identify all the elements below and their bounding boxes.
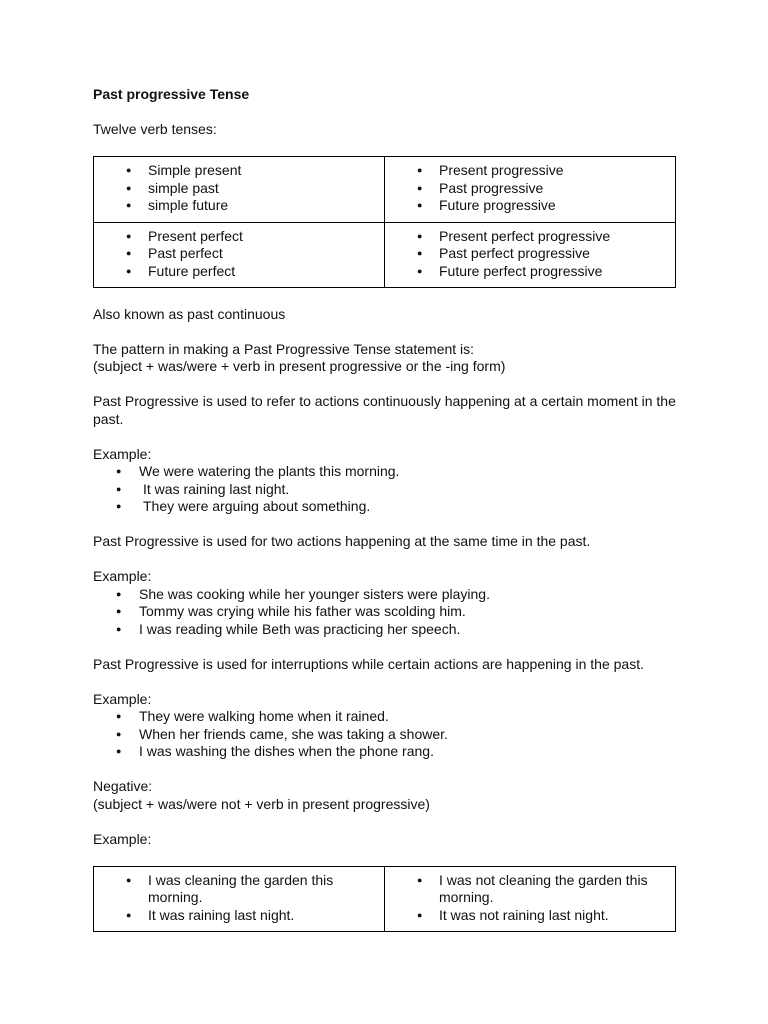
page-title: Past progressive Tense [93,86,250,102]
table-row [94,866,676,932]
list-item: ● Present progressive [439,162,671,180]
list-item: ● Past perfect [148,245,380,263]
list-item: ● It was raining last night. [139,481,683,499]
list-item: ● Future perfect progressive [439,263,671,281]
table-cell [385,157,676,223]
list-item: ● Present perfect progressive [439,228,671,246]
list-item: ● It was not raining last night. [439,907,671,925]
table-cell [385,866,676,932]
list-item: ● Tommy was crying while his father was scolding him. [139,603,683,621]
table-row [94,157,676,223]
list-item: ● She was cooking while her younger sisters were playing. [139,586,683,604]
list-item: ● We were watering the plants this morning. [139,463,683,481]
example-label: Example: [93,690,152,707]
negative-example-table [93,866,676,933]
list-item: ● I was washing the dishes when the phone rang. [139,743,683,761]
usage-paragraph: Past Progressive is used for interruptions while certain actions are happening in the past. [93,655,644,672]
tense-table [93,156,676,288]
list-item: ● It was raining last night. [148,907,380,925]
list-item: ● Past perfect progressive [439,245,671,263]
aka-text: Also known as past continuous [93,305,286,322]
list-item: ● They were arguing about something. [139,498,683,516]
negative-formula: (subject + was/were not + verb in present progressive) [93,795,430,812]
example-label: Example: [93,830,152,847]
list-item: ● Simple present [148,162,380,180]
usage-paragraph: Past Progressive is used to refer to actions continuously happening at a certain moment in the past. [93,393,676,427]
list-item: ● I was reading while Beth was practicing her speech. [139,621,683,639]
usage-paragraph: Past Progressive is used for two actions happening at the same time in the past. [93,533,591,549]
list-item: ● I was cleaning the garden this morning. [148,872,380,907]
intro-text: Twelve verb tenses: [93,121,217,137]
list-item: ● They were walking home when it rained. [139,708,683,726]
list-item: ● I was not cleaning the garden this morning. [439,872,671,907]
list-item: ● Past progressive [439,180,671,198]
list-item: ● Future progressive [439,197,671,215]
table-cell [94,222,385,288]
list-item: ● simple future [148,197,380,215]
example-list [93,463,683,516]
document-page [93,86,683,932]
pattern-formula: (subject + was/were + verb in present progressive or the -ing form) [93,358,506,374]
negative-label: Negative: [93,778,153,794]
example-list [93,708,683,761]
table-cell [94,157,385,223]
list-item: ● When her friends came, she was taking a shower. [139,726,683,744]
list-item: ● Present perfect [148,228,380,246]
table-row [94,222,676,288]
list-item: ● Future perfect [148,263,380,281]
example-label: Example: [93,445,152,462]
pattern-text: The pattern in making a Past Progressive Tense statement is: [93,340,475,357]
example-list [93,586,683,639]
table-cell [94,866,385,932]
list-item: ● simple past [148,180,380,198]
example-label: Example: [93,568,152,584]
table-cell [385,222,676,288]
